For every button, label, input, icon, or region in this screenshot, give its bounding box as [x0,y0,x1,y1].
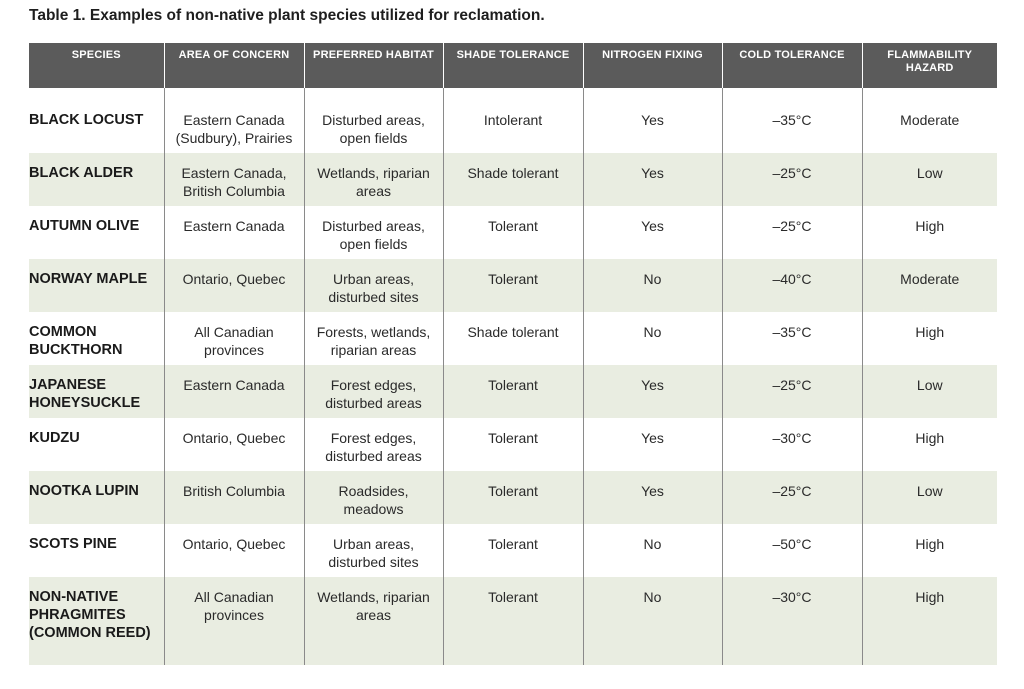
cell-cold-tolerance: –40°C [722,259,862,312]
cell-flammability-hazard: Low [862,153,997,206]
cell-area-of-concern: Eastern Canada, British Columbia [164,153,304,206]
cell-preferred-habitat: Wetlands, riparian areas [304,153,443,206]
cell-cold-tolerance: –25°C [722,153,862,206]
table-row [29,418,997,471]
table-row [29,577,997,665]
cell-area-of-concern: British Columbia [164,471,304,524]
header-spacer [29,88,997,100]
cell-shade-tolerance: Shade tolerant [443,312,583,365]
cell-preferred-habitat: Disturbed areas, open fields [304,206,443,259]
cell-shade-tolerance: Tolerant [443,365,583,418]
header-nitrogen-fixing: NITROGEN FIXING [583,43,722,88]
cell-flammability-hazard: High [862,418,997,471]
table-row [29,153,997,206]
table-row [29,365,997,418]
cell-species: KUDZU [29,430,80,446]
cell-nitrogen-fixing: Yes [583,153,722,206]
cell-area-of-concern: Ontario, Quebec [164,418,304,471]
cell-preferred-habitat: Urban areas, disturbed sites [304,259,443,312]
spacer-cell [443,88,583,100]
cell-cold-tolerance: –35°C [722,312,862,365]
cell-nitrogen-fixing: Yes [583,471,722,524]
cell-preferred-habitat: Forest edges, disturbed areas [304,418,443,471]
table-row [29,100,997,153]
cell-cold-tolerance: –30°C [722,577,862,665]
cell-cold-tolerance: –25°C [722,365,862,418]
spacer-cell [722,88,862,100]
cell-shade-tolerance: Shade tolerant [443,153,583,206]
cell-species: COMMON BUCKTHORN [29,324,123,358]
cell-cold-tolerance: –50°C [722,524,862,577]
cell-nitrogen-fixing: Yes [583,418,722,471]
cell-shade-tolerance: Tolerant [443,206,583,259]
table-row [29,312,997,365]
cell-preferred-habitat: Urban areas, disturbed sites [304,524,443,577]
cell-nitrogen-fixing: Yes [583,365,722,418]
cell-nitrogen-fixing: No [583,312,722,365]
cell-flammability-hazard: High [862,312,997,365]
cell-area-of-concern: All Canadian provinces [164,577,304,665]
spacer-cell [862,88,997,100]
cell-cold-tolerance: –30°C [722,418,862,471]
spacer-cell [583,88,722,100]
cell-nitrogen-fixing: No [583,524,722,577]
cell-area-of-concern: All Canadian provinces [164,312,304,365]
cell-flammability-hazard: Moderate [862,100,997,153]
cell-preferred-habitat: Wetlands, riparian areas [304,577,443,665]
header-row [29,43,997,88]
cell-preferred-habitat: Forest edges, disturbed areas [304,365,443,418]
cell-species: NON-NATIVE PHRAGMITES (COMMON REED) [29,577,164,665]
cell-flammability-hazard: High [862,524,997,577]
cell-flammability-hazard: Low [862,471,997,524]
table-row [29,524,997,577]
cell-shade-tolerance: Tolerant [443,418,583,471]
header-shade-tolerance: SHADE TOLERANCE [443,43,583,88]
cell-flammability-hazard: High [862,577,997,665]
cell-species: JAPANESE HONEYSUCKLE [29,365,164,418]
cell-area-of-concern: Ontario, Quebec [164,259,304,312]
cell-flammability-hazard: Moderate [862,259,997,312]
cell-shade-tolerance: Tolerant [443,577,583,665]
spacer-cell [304,88,443,100]
cell-area-of-concern: Eastern Canada (Sudbury), Prairies [164,100,304,153]
cell-shade-tolerance: Tolerant [443,524,583,577]
table-row [29,259,997,312]
cell-nitrogen-fixing: Yes [583,100,722,153]
cell-shade-tolerance: Tolerant [443,471,583,524]
table-row [29,206,997,259]
cell-preferred-habitat: Roadsides, meadows [304,471,443,524]
cell-species: BLACK LOCUST [29,112,144,128]
cell-species: NORWAY MAPLE [29,259,164,312]
cell-area-of-concern: Ontario, Quebec [164,524,304,577]
cell-area-of-concern: Eastern Canada [164,365,304,418]
cell-preferred-habitat: Disturbed areas, open fields [304,100,443,153]
cell-cold-tolerance: –25°C [722,471,862,524]
cell-flammability-hazard: Low [862,365,997,418]
cell-nitrogen-fixing: No [583,259,722,312]
species-table [29,43,997,665]
cell-area-of-concern: Eastern Canada [164,206,304,259]
cell-preferred-habitat: Forests, wetlands, riparian areas [304,312,443,365]
cell-cold-tolerance: –35°C [722,100,862,153]
cell-species: NOOTKA LUPIN [29,471,164,524]
cell-species: SCOTS PINE [29,536,117,552]
cell-cold-tolerance: –25°C [722,206,862,259]
cell-species: BLACK ALDER [29,153,164,206]
header-area-of-concern: AREA OF CONCERN [164,43,304,88]
header-species: SPECIES [29,43,164,88]
spacer-cell [164,88,304,100]
spacer-cell [29,88,164,100]
header-cold-tolerance: COLD TOLERANCE [722,43,862,88]
cell-shade-tolerance: Intolerant [443,100,583,153]
cell-nitrogen-fixing: Yes [583,206,722,259]
header-flammability-hazard: FLAMMABILITY HAZARD [862,43,997,88]
cell-nitrogen-fixing: No [583,577,722,665]
cell-shade-tolerance: Tolerant [443,259,583,312]
cell-flammability-hazard: High [862,206,997,259]
cell-species: AUTUMN OLIVE [29,218,140,234]
header-preferred-habitat: PREFERRED HABITAT [304,43,443,88]
table-title: Table 1. Examples of non-native plant species utilized for reclamation. [29,7,545,24]
table-row [29,471,997,524]
